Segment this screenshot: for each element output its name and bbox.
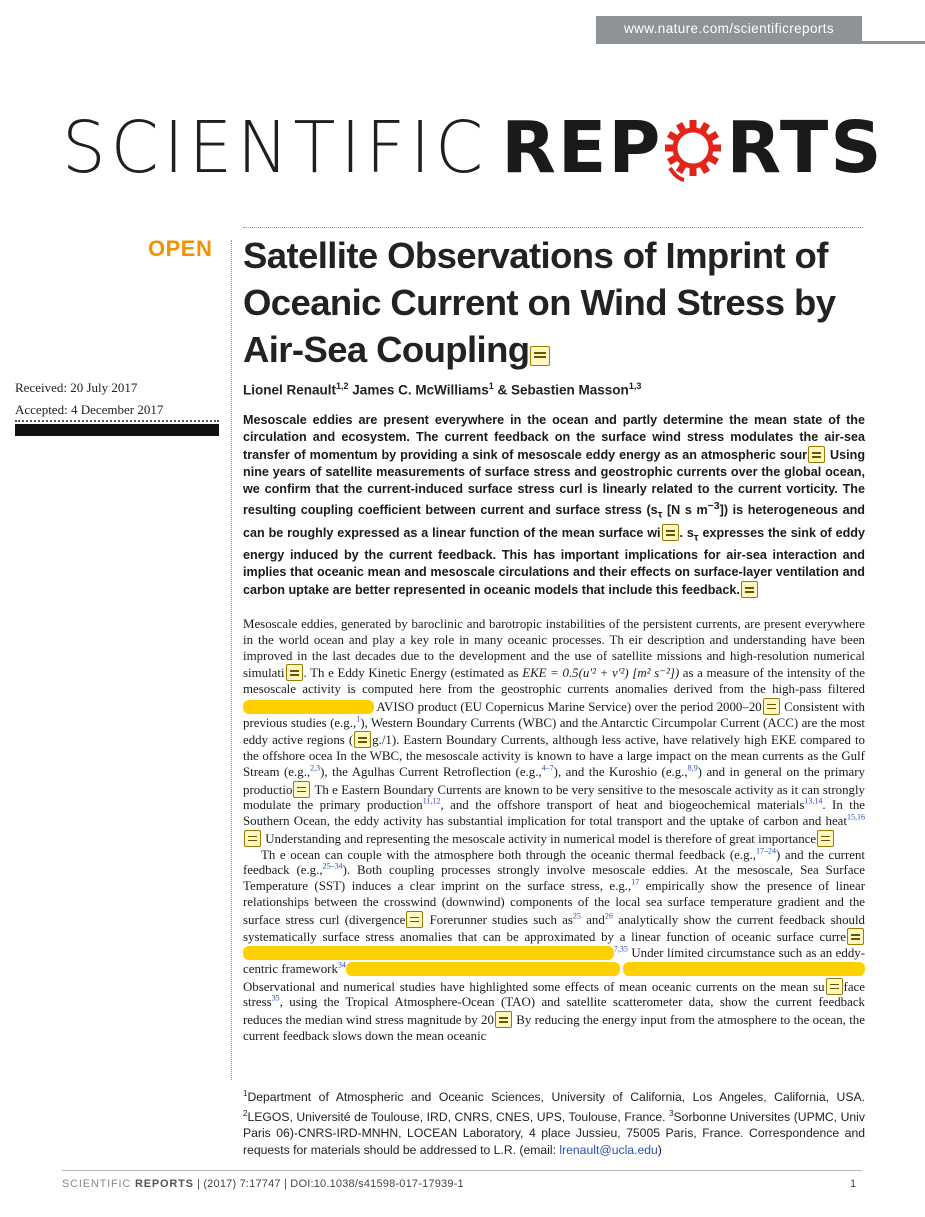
body-text: Observational and numerical studies have highlighted some effects of mean oceanic currents on the mean su	[243, 979, 825, 994]
article-title-text: Satellite Observations of Imprint of Oceanic Current on Wind Stress by Air-Sea Coupling	[243, 235, 836, 370]
note-icon[interactable]	[293, 781, 310, 798]
note-icon[interactable]	[662, 524, 679, 541]
note-icon[interactable]	[495, 1011, 512, 1028]
abstract-text: expresses the sink of eddy energy induced by the current feedback. This has important implications for air-sea interaction and implies that oceanic mean and mesoscale circulations and their effects on surface-layer ventilation and carbon uptake are better represented in oceanic models that include this feedback.	[243, 526, 865, 598]
body-text: Th e ocean can couple with the atmosphere both through the oceanic thermal feedback (e.g.,	[261, 847, 757, 862]
body-text: ). Both coupling processes strongly involve mesoscale eddies. At the mesoscale, Sea Surface Temperature (SST) induces a clear imprint on the surface stress, e.g.,	[243, 863, 865, 893]
body-text: analytically show the current feedback should systematically surface stress anomalies that can be approximated by a linear function of oceanic surface curre	[243, 912, 866, 945]
affiliation-text: Department of Atmospheric and Oceanic Sciences, University of California, Los Angeles, California, USA.	[247, 1090, 865, 1105]
author-list: Lionel Renault$^{1,2}$ James C. McWilliams$^1$ & Sebastien Masson$^{1,3}$	[243, 381, 642, 398]
footer-journal-light: SCIENTIFIC	[62, 1178, 135, 1190]
body-text: face stress	[243, 979, 865, 1010]
page-number: 1	[850, 1178, 857, 1190]
note-icon[interactable]	[826, 978, 843, 995]
note-icon[interactable]	[741, 581, 758, 598]
body-text: , using the Tropical Atmosphere-Ocean (TAO) and satellite scatterometer data, show the current feedback reduces the median wind stress magnitude by 20	[243, 995, 865, 1027]
column-divider	[231, 240, 232, 1080]
body-text: Under limited circumstance such as an eddy-centric framework	[243, 946, 865, 976]
citation-link[interactable]: 11,12	[422, 796, 441, 806]
citation-link[interactable]: 15,16	[847, 812, 865, 822]
body-text: Understanding and representing the mesoscale activity in numerical model is therefore of great importance	[262, 831, 817, 846]
author-affiliation: 1,3	[628, 381, 642, 391]
body-text: Consistent with previous studies (e.g.,	[243, 699, 865, 730]
article-body	[243, 617, 865, 1045]
masthead-bold-text-b: RTS	[726, 106, 884, 189]
body-text: as a measure of the intensity of the mesoscale activity is computed here from the geostrophic currents anomalies derived from the high-pass filtered	[243, 666, 866, 696]
note-icon[interactable]	[817, 830, 834, 847]
body-text: and	[580, 912, 605, 927]
journal-url[interactable]: www.nature.com/scientificreports	[596, 16, 862, 42]
citation-link[interactable]: 25	[572, 911, 581, 921]
affiliation-text: )	[657, 1142, 662, 1157]
footer-doi[interactable]: | (2017) 7:17747 | DOI:10.1038/s41598-017-17939-1	[193, 1178, 464, 1190]
body-text: . In the Southern Ocean, the eddy activity has substantial implication for total transport and the uptake of carbon and heat	[243, 798, 865, 828]
body-text: Mesoscale eddies, generated by baroclinic and barotropic instabilities of the persistent currents, are present everywhere in the world ocean and play a key role in many oceanic processes. Th eir description and understanding have been improved in the last decades due to the development and the use of satellite missions and high-resolution numerical simulati	[243, 617, 865, 681]
accepted-date: Accepted: 4 December 2017	[15, 402, 164, 417]
body-text: empirically show the presence of linear relationships between the crosswind (downwind) components of the local sea surface temperature gradient and the surface stress curl (divergence	[243, 879, 865, 927]
highlight-annotation[interactable]	[346, 962, 620, 976]
affiliations: $^1$Department of Atmospheric and Oceanic Sciences, University of California, Los Angeles, California, USA. $^2$LEGOS, Université de Toulouse, IRD, CNRS, CNES, UPS, Toulouse, France. $^3$Sorbonne Universites (UPMC, Univ Paris 06)-CNRS-IRD-MNHN, LOCEAN Laboratory, 4 place Jussieu, 75005 Paris, France. Correspondence and requests for materials should be addressed to L.R. (email: lrenault@ucla.edu)	[243, 1089, 865, 1157]
dates-divider-bar	[15, 424, 219, 436]
citation-link[interactable]: 4–7	[541, 763, 554, 773]
note-icon[interactable]	[406, 911, 423, 928]
body-text: ), and the Kuroshio (e.g.,	[553, 764, 688, 779]
affiliation-text: Sorbonne Universites (UPMC, Univ Paris 06)-CNRS-IRD-MNHN, LOCEAN Laboratory, 4 place Jussieu, 75005 Paris, France. Correspondence and requests for materials should be addressed to L.R. (email:	[243, 1109, 865, 1157]
highlight-annotation[interactable]	[243, 700, 374, 714]
eke-formula: EKE = 0.5(u′² + v′²) [m² s⁻²])	[522, 666, 680, 681]
abstract-text: . s	[679, 526, 694, 541]
body-text: In the WBC, the mesoscale activity is known to have a large impact on the mean currents as the Gulf Stream (e.g.,	[243, 749, 865, 779]
footer-citation	[62, 1178, 464, 1190]
note-icon[interactable]	[530, 346, 550, 366]
masthead-bold-text-a: REP	[501, 106, 663, 189]
citation-link[interactable]: 13,14	[804, 796, 823, 806]
citation-link[interactable]: 34	[337, 960, 346, 970]
received-date: Received: 20 July 2017	[15, 380, 138, 395]
body-text: ) and in general on the primary productio	[243, 764, 865, 797]
note-icon[interactable]	[847, 928, 864, 945]
citation-link[interactable]: 26	[604, 911, 613, 921]
email-link[interactable]: lrenault@ucla.edu	[559, 1142, 658, 1157]
body-text: /1). Eastern Boundary Currents, although less active, have relatively high EKE compared to the offshore ocea	[243, 733, 865, 763]
body-text: . Th e Eddy Kinetic Energy (estimated as	[303, 666, 523, 681]
body-text: Forerunner studies such as	[424, 912, 573, 927]
citation-link[interactable]: 17	[631, 877, 640, 887]
note-icon[interactable]	[808, 446, 825, 463]
body-text: , and the offshore transport of heat and biogeochemical materials	[440, 798, 805, 813]
author-affiliation: 1	[488, 381, 494, 391]
gear-logo-icon	[662, 100, 726, 196]
body-paragraph	[243, 848, 865, 1045]
citation-link[interactable]: 35	[271, 993, 280, 1003]
affiliation-text: LEGOS, Université de Toulouse, IRD, CNRS, CNES, UPS, Toulouse, France.	[247, 1109, 670, 1124]
author-name[interactable]: Sebastien Masson	[511, 382, 629, 398]
citation-link[interactable]: 17–24	[756, 846, 777, 856]
footer-journal-bold: REPORTS	[134, 1178, 194, 1190]
body-text: ) and the current feedback (e.g.,	[243, 847, 865, 878]
citation-link[interactable]: 25–34	[322, 861, 343, 871]
note-icon[interactable]	[286, 664, 303, 681]
body-text: Th e Eastern Boundary Currents are known to be very sensitive to the mesoscale activity as it can strongly modulate the primary production	[243, 782, 865, 813]
open-access-badge: OPEN	[148, 236, 213, 261]
body-text: By reducing the energy input from the atmosphere to the ocean, the current feedback slows down the mean oceanic	[243, 1013, 865, 1043]
body-text: ), Western Boundary Currents (WBC) and the Antarctic Circumpolar Current (ACC) are the most eddy active regions (	[243, 715, 865, 748]
body-text: ), the Agulhas Current Retroflection (e.g.,	[320, 764, 542, 779]
abstract-text: Mesoscale eddies are present everywhere in the ocean and partly determine the mean state of the circulation and ecosystem. The current feedback on the surface wind stress modulates the air-sea transfer of momentum by providing a sink of mesoscale eddy energy as an atmospheric sour	[243, 413, 865, 463]
abstract: Mesoscale eddies are present everywhere in the ocean and partly determine the mean state of the circulation and ecosystem. The current feedback on the surface wind stress modulates the air-sea transfer of momentum by providing a sink of mesoscale eddy energy as an atmospheric sour Using nine years of satellite measurements of surface stress and geostrophic currents over the global ocean, we confirm that the current-induced surface stress curl is linearly related to the current vorticity. The resulting coupling coefficient between current and surface stress ($s_\tau$ [N s $m^{-3}$]) is heterogeneous and can be roughly expressed as a linear function of the mean surface wi . $s_\tau$ expresses the sink of eddy energy induced by the current feedback. This has important implications for air-sea interaction and implies that oceanic mean and mesoscale circulations and their effects on surface-layer ventilation and carbon uptake are better represented in oceanic models that include this feedback.	[243, 413, 866, 598]
masthead-light-text: SCIENTIFIC	[62, 106, 489, 189]
body-text: g.	[372, 733, 382, 748]
note-icon[interactable]	[354, 731, 371, 748]
journal-masthead	[62, 100, 884, 196]
author-name[interactable]: James C. McWilliams	[352, 382, 489, 398]
citation-link[interactable]: 8,9	[687, 763, 698, 773]
citation-link[interactable]: 2,3	[310, 763, 321, 773]
title-divider	[243, 227, 863, 228]
body-text: AVISO product (EU Copernicus Marine Service) over the period 2000–20	[373, 699, 762, 714]
note-icon[interactable]	[763, 698, 780, 715]
article-dates	[15, 377, 163, 421]
abstract-text: Using nine years of satellite measurements of surface stress and geostrophic currents over the global ocean, we confirm that the current-induced surface stress curl is linearly related to the current vorticity. The resulting coupling coefficient between current and surface stress (s	[243, 448, 866, 518]
footer-rule	[62, 1170, 862, 1171]
highlight-annotation[interactable]	[623, 962, 865, 976]
author-name[interactable]: Lionel Renault	[243, 382, 337, 398]
highlight-annotation[interactable]	[243, 946, 614, 960]
note-icon[interactable]	[244, 830, 261, 847]
author-affiliation: 1,2	[336, 381, 349, 391]
header-rule	[596, 41, 925, 44]
dates-divider-dots	[15, 420, 219, 422]
article-title	[243, 232, 883, 373]
abstract-text: ]) is heterogeneous and can be roughly expressed as a linear function of the mean surface wi	[243, 503, 865, 541]
abstract-text: [N s m	[662, 503, 708, 518]
citation-link[interactable]: 7,35	[613, 944, 628, 954]
body-paragraph	[243, 617, 865, 848]
citation-link[interactable]: 1	[356, 714, 361, 724]
